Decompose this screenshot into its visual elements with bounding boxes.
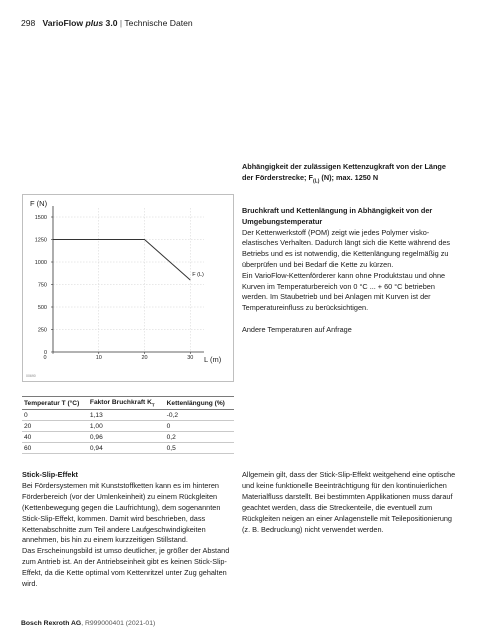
- y-tick-label: 1000: [34, 260, 47, 266]
- temperature-section: [242, 206, 460, 336]
- chart-axes: [53, 206, 204, 352]
- paragraph: Allgemein gilt, dass der Stick-Slip-Effekt weitgehend eine optische und keine funktionelle Beeinträchtigung für den kontinuierlichen Materialfluss darstellt. Bei bestimmten Applikationen muss darauf geachtet werden, dass die Streckenteile, die eventuell zum Rückgleiten neigen an einer Anlagenstelle mit Teilepositionierung (z. B. Bedruckung) nicht verwendet werden.: [242, 470, 456, 534]
- paragraph: Ein VarioFlow-Kettenförderer kann ohne Produktstau und ohne Kurven im Temperaturbereich von 0 °C ... + 60 °C betrieben werden. Im Staubetrieb und bei Anlagen mit Kurven ist der Temperatureinfluss zu berücksichtigen.: [242, 270, 446, 313]
- x-tick-label: 10: [95, 355, 102, 361]
- chart-caption: Abhängigkeit der zulässigen Kettenzugkraft von der Länge der Förderstrecke; $F_{(L)}$ (N); max. 1250 N: [242, 162, 446, 185]
- product-name: VarioFlow plus 3.0: [42, 18, 118, 28]
- document-number: , R999000401 (2021-01): [81, 620, 156, 627]
- stick-slip-heading: Stick-Slip-Effekt: [22, 470, 78, 479]
- force-length-chart: [22, 194, 234, 382]
- company-name: Bosch Rexroth AG: [21, 620, 82, 627]
- y-tick-label: 1500: [34, 215, 47, 221]
- x-axis-label: L (m): [204, 355, 222, 364]
- y-tick-label: 750: [37, 282, 47, 289]
- table-row: 0 1,13 -0,2: [22, 410, 234, 421]
- table-row: 60 0,94 0,5: [22, 443, 234, 454]
- y-tick-label: 250: [37, 327, 47, 334]
- table-header-row: [22, 397, 234, 410]
- stick-slip-section: [22, 470, 232, 590]
- paragraph: Der Kettenwerkstoff (POM) zeigt wie jedes Polymer visko-elastisches Verhalten. Dadurch längt sich die Kette während des Betriebs und es ist notwendig, die Kettenlängung regelmäßig zu überprüfen und bei Bedarf die Kette zu kürzen.: [242, 227, 451, 269]
- y-tick-label: 500: [37, 305, 47, 311]
- y-tick-label: 1250: [34, 237, 47, 244]
- page-header: 298 VarioFlow plus 3.0 | Technische Daten: [21, 18, 193, 28]
- paragraph: Bei Fördersystemen mit Kunststoffketten kann es im hinteren Förderbereich (vor der Umlenkeinheit) zu einem Rückgleiten (Kettenbewegung gegen die Laufrichtung), dem sogenannten Stick-Slip-Effekt, kommen. Damit wird beschrieben, dass Kettenabschnitte zum Teil andere Laufgeschwindigkeiten annehmen, bis hin zu einem kurzzeitigen Stillstand.: [22, 480, 221, 545]
- paragraph: Das Erscheinungsbild ist umso deutlicher, je größer der Abstand zum Antrieb ist. An der Antriebseinheit gibt es keinen Stick-Slip-Effekt, da die Kette optimal vom Kettenritzel unter Zug gehalten wird.: [22, 546, 230, 589]
- chart-grid: [53, 208, 204, 352]
- stick-slip-continued: [242, 470, 462, 535]
- table-row: 40 0,96 0,2: [22, 432, 234, 443]
- x-tick-label: 0: [43, 355, 47, 361]
- chart-lines: [53, 240, 204, 281]
- series-line: [53, 240, 190, 281]
- y-tick-label: 0: [43, 350, 47, 356]
- page-footer: [21, 620, 155, 627]
- temperature-table: [22, 396, 234, 454]
- x-tick-label: 20: [141, 355, 148, 361]
- table-row: 20 1,00 0: [22, 421, 234, 432]
- section-title: Technische Daten: [124, 18, 193, 28]
- table-header: Temperatur T (°C): [22, 397, 88, 410]
- temperature-heading: Bruchkraft und Kettenlängung in Abhängigkeit von der Umgebungstemperatur: [242, 206, 433, 226]
- table-header: Kettenlängung (%): [165, 397, 234, 410]
- series-label: F (L): [192, 272, 204, 278]
- page-number: 298: [21, 18, 36, 28]
- y-axis-label: F (N): [30, 199, 48, 208]
- chart-ticks: [35, 215, 194, 361]
- paragraph: Andere Temperaturen auf Anfrage: [242, 324, 352, 334]
- x-tick-label: 30: [187, 355, 194, 361]
- table-header: Faktor Bruchkraft $K_T$: [88, 397, 165, 410]
- image-code: 00690: [26, 374, 36, 378]
